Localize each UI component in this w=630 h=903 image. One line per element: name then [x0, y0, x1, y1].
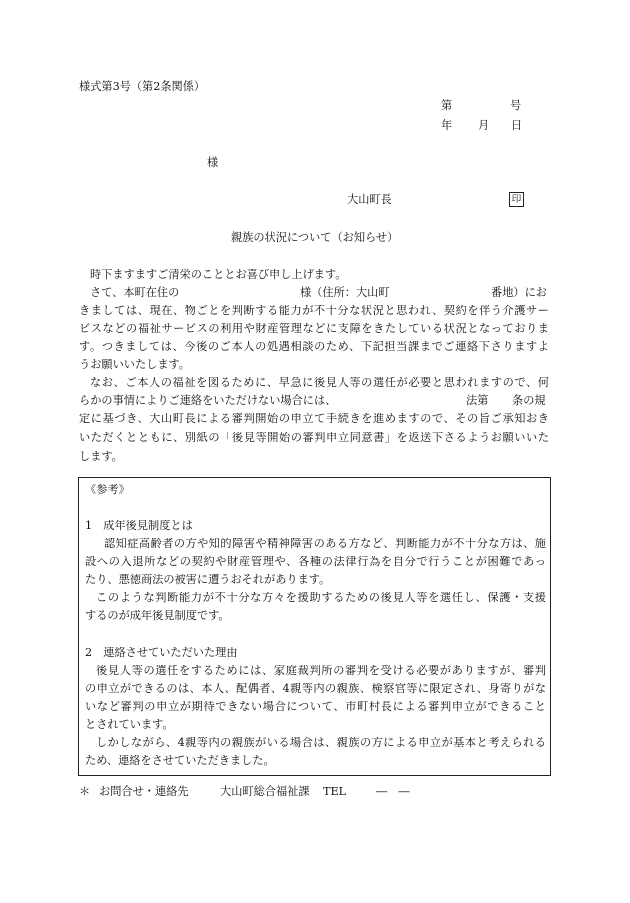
reference-line: 設への入退所などの契約や財産管理や、各種の法律行為を自分で行うことが困難であっ	[85, 556, 546, 568]
body-line: いただくとともに、別紙の「後見等開始の審判申立同意書」を返送下さるようお願いいた	[79, 432, 549, 444]
date-month: 月	[478, 119, 490, 132]
doc-number-suffix: 号	[510, 99, 522, 112]
reference-line: 後見人等の選任をするためには、家庭裁判所の審判を受ける必要がありますが、審判	[96, 665, 546, 677]
body-line: 時下ますますご清栄のこととお喜び申し上げます。	[90, 269, 347, 281]
reference-line: 認知症高齢者の方や知的障害や精神障害のある方など、判断能力が不十分な方は、施	[104, 538, 546, 550]
contact-tel-label: TEL	[323, 785, 347, 798]
reference-heading: 《参考》	[85, 484, 130, 496]
body-line: 定に基づき、大山町長による審判開始の申立て手続きを進めますので、その旨ご承知おき	[79, 413, 549, 425]
body-line: うお願いいたします。	[79, 359, 190, 371]
body-line-8b: 法第	[466, 394, 489, 407]
reference-line: しかしながら、4親等内の親族がいる場合は、親族の方による申立が基本と考えられる	[96, 737, 546, 749]
contact-mark: ＊	[79, 785, 91, 798]
sender-title: 大山町長	[347, 193, 392, 206]
body-line: なお、ご本人の福祉を図るために、早急に後見人等の選任が必要と思われますので、何	[90, 377, 549, 389]
body-line-8c: 条の規	[512, 394, 546, 407]
reference-line: の申立ができるのは、本人、配偶者、4親等内の親族、検察官等に限定され、身寄りがな	[85, 683, 546, 695]
body-line-8a: らかの事情によりご連絡をいただけない場合には、	[79, 394, 337, 407]
reference-line: このような判断能力が不十分な方々を援助するための後見人等を選任し、保護・支援	[96, 592, 546, 604]
reference-line: いなど審判の申立が期待できない場合について、市町村長による審判申立ができること	[85, 701, 546, 713]
reference-line: するのが成年後見制度です。	[85, 610, 230, 622]
body-line: きましては、現在、物ごとを判断する能力が不十分な状況と思われ、契約を伴う介護サー	[79, 305, 549, 317]
section-2-title: 2 連絡させていただいた理由	[85, 647, 238, 659]
body-line: します。	[79, 451, 123, 463]
reference-line: とされています。	[85, 719, 174, 731]
form-number: 様式第3号（第2条関係）	[79, 80, 206, 93]
contact-department: 大山町総合福祉課	[220, 785, 310, 798]
contact-label: お問合せ・連絡先	[99, 785, 189, 798]
body-line: ビスなどの福祉サービスの利用や財産管理などに支障をきたしている状況となっておりま	[79, 323, 549, 335]
section-1-title: 1 成年後見制度とは	[85, 520, 193, 532]
date-day: 日	[511, 119, 523, 132]
addressee-honorific: 様	[207, 156, 219, 169]
reference-line: たり、悪徳商法の被害に遭うおそれがあります。	[85, 574, 331, 586]
body-line-2a: さて、本町在住の	[90, 286, 180, 299]
doc-number-prefix: 第	[441, 99, 453, 112]
body-line: す。つきましては、今後のご本人の処遇相談のため、下記担当課までご連絡下さりますよ	[79, 341, 549, 353]
contact-tel-value: ― ―	[376, 785, 410, 798]
official-seal: 印	[509, 192, 524, 207]
document-title: 親族の状況について（お知らせ）	[231, 231, 399, 244]
body-line-2c: 番地）にお	[491, 286, 547, 299]
reference-line: ため、連絡をさせていただきました。	[85, 755, 275, 767]
body-line-2b: 様（住所：大山町	[300, 286, 390, 299]
date-year: 年	[441, 119, 453, 132]
reference-box	[78, 477, 551, 776]
